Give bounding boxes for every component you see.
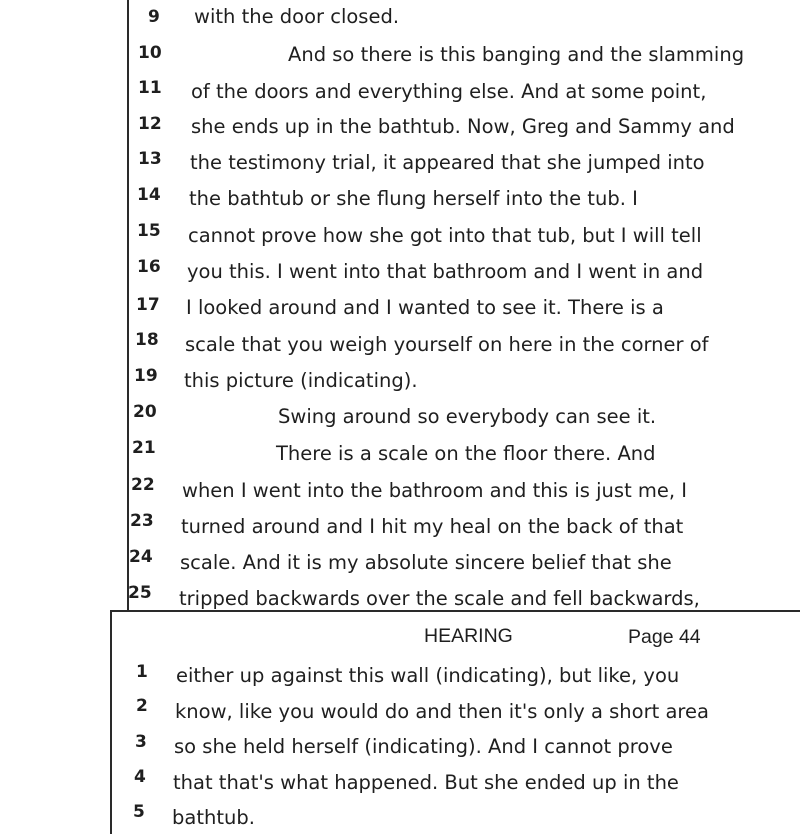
line-number: 1 xyxy=(136,662,148,682)
transcript-line: when I went into the bathroom and this is just me, I xyxy=(182,479,688,502)
transcript-line: either up against this wall (indicating), but like, you xyxy=(176,664,680,687)
line-number: 20 xyxy=(133,402,157,422)
transcript-line: this picture (indicating). xyxy=(184,369,418,392)
transcript-line: And so there is this banging and the slamming xyxy=(288,43,745,66)
page-number-label: Page 44 xyxy=(628,626,701,648)
line-number: 18 xyxy=(135,330,159,350)
transcript-line: she ends up in the bathtub. Now, Greg and Sammy and xyxy=(191,115,735,138)
transcript-line: with the door closed. xyxy=(194,5,400,28)
transcript-line: bathtub. xyxy=(172,806,255,829)
transcript-line: There is a scale on the floor there. And xyxy=(276,442,656,465)
transcript-line: turned around and I hit my heal on the back of that xyxy=(181,515,684,538)
line-number: 19 xyxy=(134,366,158,386)
transcript-line: so she held herself (indicating). And I cannot prove xyxy=(174,735,673,758)
transcript-line: the testimony trial, it appeared that she jumped into xyxy=(190,151,705,174)
line-number: 10 xyxy=(138,43,162,63)
line-number: 15 xyxy=(137,221,161,241)
line-number: 16 xyxy=(137,257,161,277)
line-number: 21 xyxy=(132,438,156,458)
line-number: 11 xyxy=(138,78,162,98)
transcript-line: scale. And it is my absolute sincere belief that she xyxy=(180,551,672,574)
transcript-line: cannot prove how she got into that tub, but I will tell xyxy=(188,224,702,247)
transcript-line: Swing around so everybody can see it. xyxy=(278,405,657,428)
transcript-line: that that's what happened. But she ended up in the xyxy=(173,771,679,794)
transcript-line: I looked around and I wanted to see it. There is a xyxy=(186,296,664,319)
line-number: 9 xyxy=(148,7,160,27)
line-number: 3 xyxy=(135,732,147,752)
line-number: 2 xyxy=(136,696,148,716)
transcript-line: know, like you would do and then it's only a short area xyxy=(175,700,709,723)
transcript-line: of the doors and everything else. And at some point, xyxy=(191,80,707,103)
transcript-line: you this. I went into that bathroom and I went in and xyxy=(187,260,704,283)
line-number: 25 xyxy=(128,583,152,603)
line-number: 13 xyxy=(138,149,162,169)
line-number: 23 xyxy=(130,511,154,531)
transcript-line: scale that you weigh yourself on here in the corner of xyxy=(185,333,709,356)
line-number: 14 xyxy=(137,185,161,205)
page-header-title: HEARING xyxy=(424,625,513,647)
line-number: 22 xyxy=(131,475,155,495)
line-number: 17 xyxy=(136,295,160,315)
line-number: 24 xyxy=(129,547,153,567)
transcript-line: the bathtub or she flung herself into the tub. I xyxy=(189,187,638,210)
line-number: 4 xyxy=(134,767,146,787)
line-number: 5 xyxy=(133,802,145,822)
transcript-line: tripped backwards over the scale and fell backwards, xyxy=(179,587,700,610)
line-number: 12 xyxy=(138,114,162,134)
left-margin-rule xyxy=(127,0,129,612)
left-margin-rule-lower xyxy=(110,612,112,834)
